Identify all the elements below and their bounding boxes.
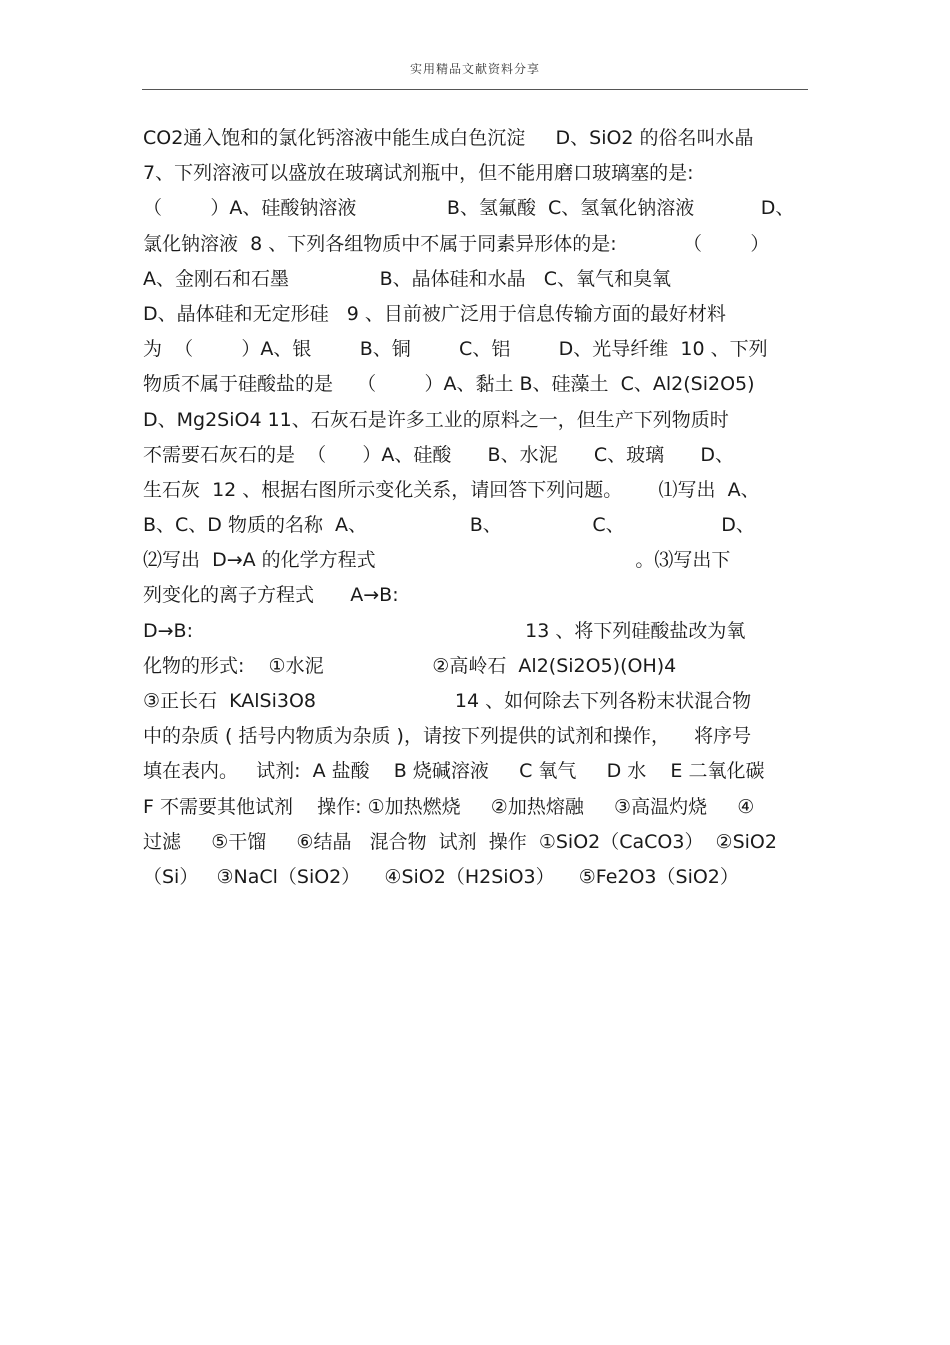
text-line: A、金刚石和石墨 B、晶体硅和水晶 C、氧气和臭氧 (143, 267, 672, 290)
text-line: F 不需要其他试剂 操作: ①加热燃烧 ②加热熔融 ③高温灼烧 ④ (143, 795, 755, 818)
text-line: B、C、D 物质的名称 A、 B、 C、 D、 (143, 514, 755, 537)
text-line: 氯化钠溶液 8 、下列各组物质中不属于同素异形体的是: （ ） (143, 232, 770, 255)
text-line: （Si） ③NaCl（SiO2） ④SiO2（H2SiO3） ⑤Fe2O3（SiO2） (143, 865, 739, 888)
text-line: 物质不属于硅酸盐的是 （ ）A、黏土 B、硅藻土 C、Al2(Si2O5) (143, 373, 755, 396)
text-line: ③正长石 KAlSi3O8 14 、如何除去下列各粉末状混合物 (143, 690, 752, 712)
text-line: 中的杂质 ( 括号内物质为杂质 )，请按下列提供的试剂和操作， 将序号 (143, 725, 752, 748)
page-header: 实用精品文献资料分享 (409, 62, 540, 76)
text-line: 7、下列溶液可以盛放在玻璃试剂瓶中，但不能用磨口玻璃塞的是: (143, 162, 694, 185)
header-divider (142, 89, 808, 90)
text-line: 化物的形式: ①水泥 ②高岭石 Al2(Si2O5)(OH)4 (143, 654, 677, 677)
text-line: 填在表内。 试剂: A 盐酸 B 烧碱溶液 C 氧气 D 水 E 二氧化碳 (143, 760, 765, 783)
text-line: 过滤 ⑤干馏 ⑥结晶 混合物 试剂 操作 ①SiO2（CaCO3） ②SiO2 (143, 830, 777, 853)
text-line: 为 （ ）A、银 B、铜 C、铝 D、光导纤维 10 、下列 (143, 338, 768, 361)
text-line: 生石灰 12 、根据右图所示变化关系，请回答下列问题。 ⑴写出 A、 (143, 478, 760, 501)
text-line: 列变化的离子方程式 A→B: (143, 584, 399, 607)
text-line: D、Mg2SiO4 11、石灰石是许多工业的原料之一，但生产下列物质时 (143, 408, 729, 431)
text-line: （ ）A、硅酸钠溶液 B、氢氟酸 C、氢氧化钠溶液 D、 (143, 197, 795, 220)
text-line: ⑵写出 D→A 的化学方程式 。⑶写出下 (143, 549, 731, 572)
text-line: D→B: 13 、将下列硅酸盐改为氧 (143, 619, 746, 642)
text-line: 不需要石灰石的是 （ ）A、硅酸 B、水泥 C、玻璃 D、 (143, 443, 734, 466)
text-line: D、晶体硅和无定形硅 9 、目前被广泛用于信息传输方面的最好材料 (143, 302, 726, 325)
text-line: CO2通入饱和的氯化钙溶液中能生成白色沉淀 D、SiO2 的俗名叫水晶 (143, 127, 754, 149)
document-body (143, 124, 811, 898)
